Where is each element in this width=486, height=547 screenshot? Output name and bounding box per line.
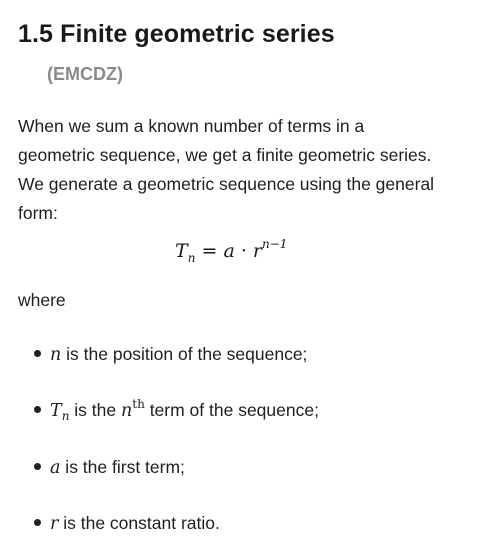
bullet-text: is the xyxy=(69,400,121,420)
formula-r: r xyxy=(252,240,262,262)
bullet-dot xyxy=(34,519,41,526)
bullet-dot xyxy=(34,463,41,470)
where-label: where xyxy=(18,290,66,310)
formula-dot: · xyxy=(240,240,247,262)
general-term-formula xyxy=(175,237,288,265)
bullet-math: r xyxy=(50,514,59,534)
bullet-text: is the position of the sequence; xyxy=(61,344,308,364)
section-code: (EMCDZ) xyxy=(47,64,123,84)
intro-line: We generate a geometric sequence using the general xyxy=(18,174,435,194)
formula-exponent: n−1 xyxy=(262,237,288,251)
bullet-math: n xyxy=(120,401,133,421)
formula-lhs: T xyxy=(175,240,188,262)
list-item xyxy=(34,344,307,365)
formula-lhs-subscript: n xyxy=(187,251,196,265)
bullet-text: is the first term; xyxy=(60,457,185,477)
bullet-text: is the constant ratio. xyxy=(58,513,220,533)
intro-paragraph xyxy=(18,112,470,228)
intro-line: When we sum a known number of terms in a xyxy=(18,116,365,136)
list-item xyxy=(34,513,220,534)
intro-line: form: xyxy=(18,203,58,223)
bullet-math: n xyxy=(50,345,62,365)
intro-line: geometric sequence, we get a finite geometric series. xyxy=(18,145,432,165)
bullet-math-subscript: n xyxy=(61,409,70,423)
formula-a: a xyxy=(223,240,235,262)
bullet-text: term of the sequence; xyxy=(144,400,319,420)
bullet-dot xyxy=(34,406,41,413)
bullet-math: a xyxy=(50,458,61,478)
bullet-math-superscript: th xyxy=(132,397,145,411)
bullet-math: T xyxy=(50,401,62,421)
list-item xyxy=(34,397,319,423)
list-item xyxy=(34,457,185,478)
bullet-dot xyxy=(34,350,41,357)
section-title: 1.5 Finite geometric series xyxy=(18,20,335,48)
formula-equals: = xyxy=(201,240,218,262)
